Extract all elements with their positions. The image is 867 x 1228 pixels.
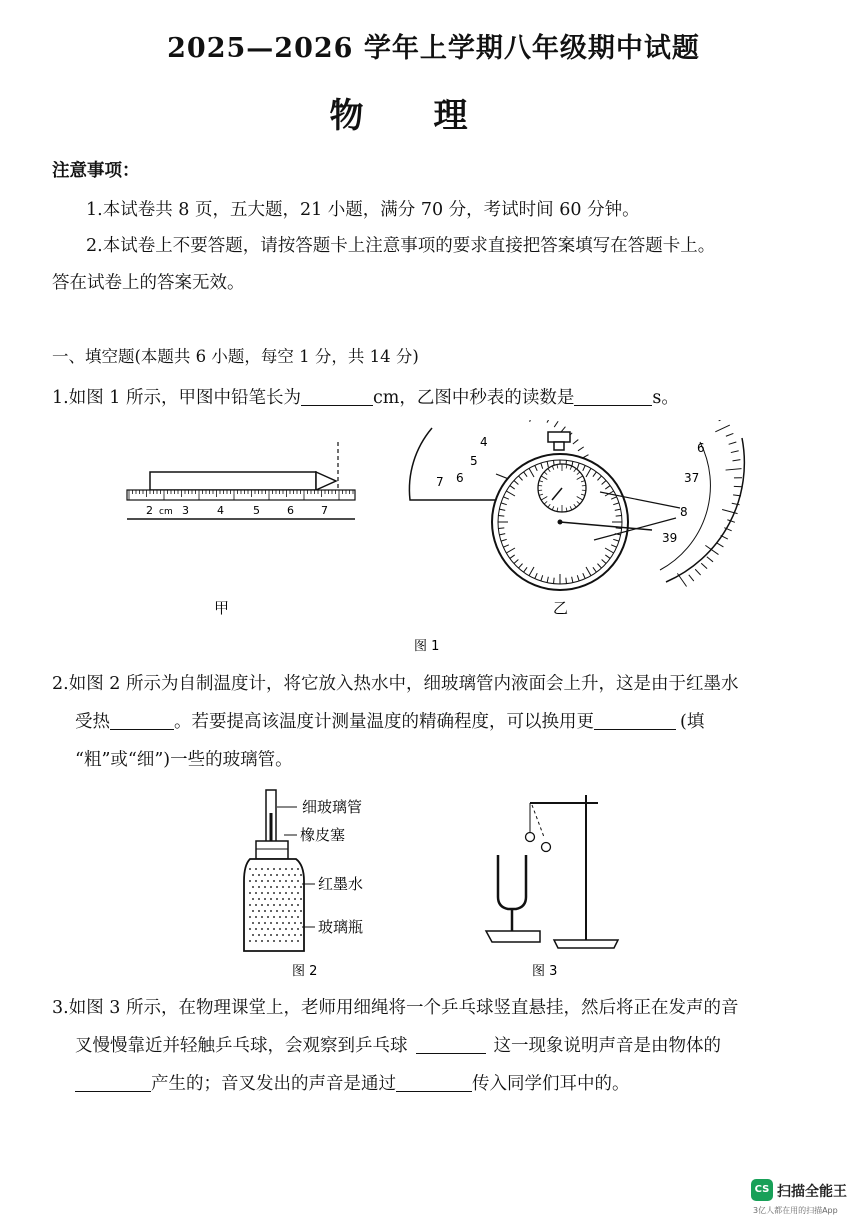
figure-2-caption: 图 2 [292,964,318,979]
ruler-number-7: 7 [321,504,328,517]
q2-text-a: 受热 [75,712,110,732]
notice-heading: 注意事项： [52,161,140,181]
q3-text-d: 传入同学们耳中的。 [472,1074,630,1094]
q3-line-2 [75,1035,721,1058]
q3-blank-phenomenon[interactable] [416,1036,486,1055]
ruler-number-3: 3 [182,504,189,517]
stand-base [554,940,618,948]
q1-text-a: 1.如图 1 所示，甲图中铅笔长为 [52,388,301,408]
ruler-unit: cm [159,507,173,517]
tuning-fork-base [486,931,540,942]
scanner-watermark [751,1179,861,1219]
ruler-number-6: 6 [287,504,294,517]
right-scale-8: 8 [680,505,688,519]
notice-item-2-line-2: 答在试卷上的答案无效。 [52,273,245,293]
figure-1-caption: 图 1 [414,639,440,654]
exam-title: 2025—2026 学年上学期八年级期中试题 [167,33,700,64]
left-scale-5: 5 [470,454,478,468]
label-yi: 乙 [553,599,569,617]
watermark-app-name: 扫描全能王 [777,1184,847,1200]
ruler-number-2: 2 [146,504,153,517]
watermark-tagline: 3亿人都在用的扫描App [753,1206,838,1215]
q2-text-b: 。若要提高该温度计测量温度的精确程度，可以换用更 [174,712,594,732]
q2-line-2 [75,711,704,734]
stopwatch-crown [548,432,570,442]
q2-line-3: “粗”或“细”)一些的玻璃管。 [75,750,293,770]
q1-text-b: cm，乙图中秒表的读数是 [372,388,575,408]
q3-line-1: 3.如图 3 所示，在物理课堂上，老师用细绳将一个乒乓球竖直悬挂，然后将正在发声的音 [52,998,739,1018]
right-scale-6: 6 [697,441,705,455]
subject-title: 物理 [329,96,538,136]
tuning-fork-figure [486,795,618,948]
label-glass-bottle: 玻璃瓶 [318,918,364,936]
left-scale-7: 7 [436,475,444,489]
tuning-fork [498,855,526,909]
q2-text-c: (填 [680,712,705,732]
q3-text-b: 这一现象说明声音是由物体的 [493,1036,721,1056]
label-red-ink: 红墨水 [318,875,364,893]
figures-2-3 [0,785,867,985]
notice-item-2-line-1: 2.本试卷上不要答题，请按答题卡上注意事项的要求直接把答案填写在答题卡上。 [86,236,716,256]
ping-pong-ball [526,833,535,842]
label-thin-glass-tube: 细玻璃管 [302,798,363,816]
q3-text-c: 产生的；音叉发出的声音是通过 [151,1074,396,1094]
label-rubber-stopper: 橡皮塞 [300,826,346,844]
q3-blank-cause[interactable] [75,1074,151,1093]
right-enlarged-scale [666,438,744,582]
q3-line-3 [75,1073,630,1096]
left-scale-6: 6 [456,471,464,485]
ruler-number-5: 5 [253,504,260,517]
ruler-number-4: 4 [217,504,224,517]
pencil-body [150,472,316,490]
label-jia: 甲 [214,599,230,617]
section-1-heading: 一、填空题(本题共 6 小题，每空 1 分，共 14 分) [52,347,419,366]
q2-line-1: 2.如图 2 所示为自制温度计，将它放入热水中，细玻璃管内液面会上升，这是由于红墨水 [52,674,739,694]
right-scale-37: 37 [684,471,700,485]
q1-blank-stopwatch-reading[interactable] [574,388,652,407]
figure-3-caption: 图 3 [532,964,558,979]
thermometer-figure [244,790,363,951]
pencil-tip [316,472,336,490]
q2-blank-thickness[interactable] [594,712,676,731]
q1-blank-pencil-length[interactable] [301,388,373,407]
rubber-stopper [256,841,288,859]
question-1 [52,387,679,410]
q2-blank-reason[interactable] [110,712,174,731]
q3-text-a: 叉慢慢靠近并轻触乒乓球，会观察到乒乓球 [75,1036,408,1056]
q1-text-c: s。 [652,388,679,408]
camscanner-logo: CS [751,1179,773,1201]
q3-blank-medium[interactable] [396,1074,472,1093]
stopwatch-figure [409,420,744,590]
figure-1 [0,420,867,660]
pencil-ruler-figure [127,442,355,519]
left-scale-4: 4 [480,435,488,449]
right-scale-39: 39 [662,531,678,545]
notice-item-1: 1.本试卷共 8 页，五大题，21 小题，满分 70 分，考试时间 60 分钟。 [86,200,640,220]
